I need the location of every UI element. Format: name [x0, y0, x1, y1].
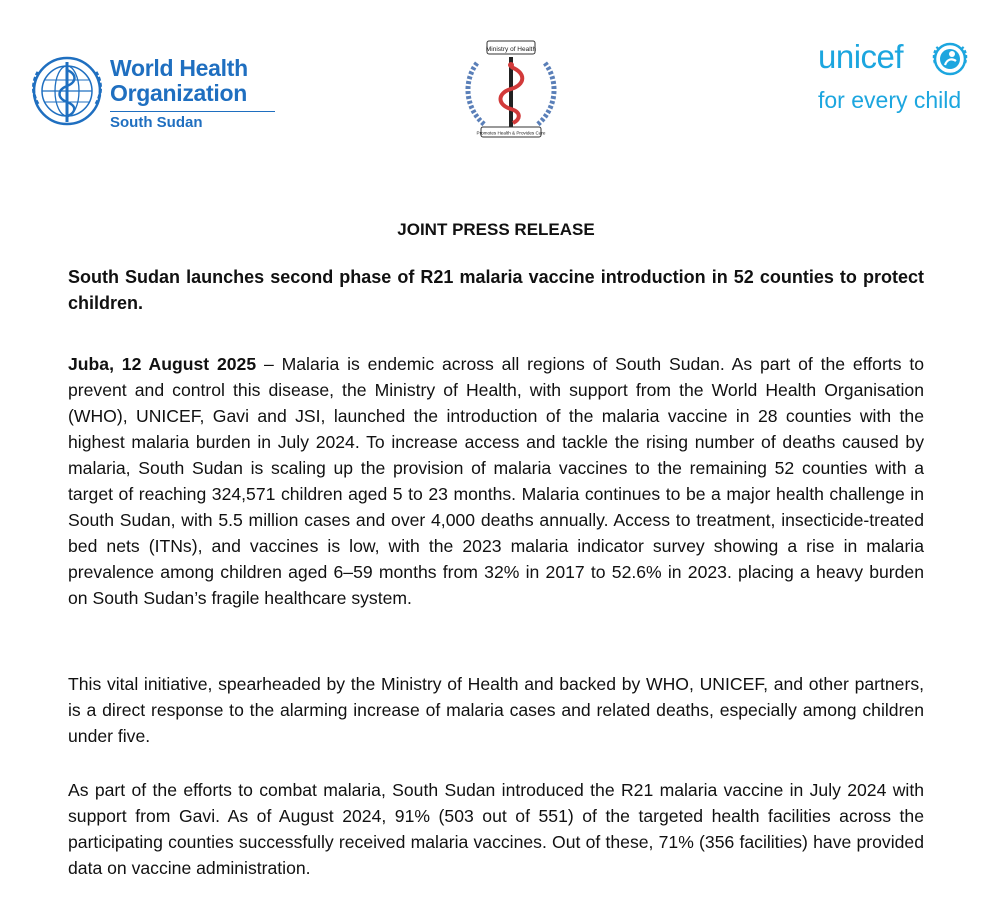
- seal-bottom-text: Promotes Health & Provides Care: [476, 130, 546, 136]
- paragraph-3: As part of the efforts to combat malaria, South Sudan introduced the R21 malaria vaccine in July 2024 with support from Gavi. As of August 2024, 91% (503 out of 551) of the targeted health facilities across the participating counties successfully received malaria vaccines. Out of these, 71% (356 facilities) have provided data on vaccine administration.: [68, 780, 924, 878]
- ministry-of-health-seal-icon: [455, 33, 567, 145]
- paragraph-2: This vital initiative, spearheaded by the Ministry of Health and backed by WHO, UNICEF, and other partners, is a direct response to the alarming increase of malaria cases and related deaths, especially among children under five.: [68, 674, 924, 746]
- who-wordmark: [110, 56, 280, 132]
- paragraph-1: [68, 351, 924, 611]
- dateline: Juba, 12 August 2025: [68, 354, 257, 374]
- who-divider: [110, 111, 275, 112]
- release-label: JOINT PRESS RELEASE: [397, 220, 595, 239]
- who-name: World Health Organization: [110, 55, 248, 106]
- who-logo: [30, 50, 260, 140]
- unicef-globe-icon: [932, 41, 968, 77]
- paragraph-1-body: Malaria is endemic across all regions of South Sudan. As part of the efforts to prevent and control this disease, the Ministry of Health, with support from the World Health Organisation (WHO), UNICEF, Gavi and JSI, launched the introduction of the malaria vaccine in 28 counties with the highest malaria burden in July 2024. To increase access and tackle the rising number of deaths caused by malaria, South Sudan is scaling up the provision of malaria vaccines to the remaining 52 counties with a target of reaching 324,571 children aged 5 to 23 months. Malaria continues to be a major health challenge in South Sudan, with 5.5 million cases and over 4,000 deaths annually. Access to treatment, insecticide-treated bed nets (ITNs), and vaccines is low, with the 2023 malaria indicator survey showing a rise in malaria prevalence among children aged 6–59 months from 32% in 2017 to 52.6% in 2023. placing a heavy burden on South Sudan’s fragile healthcare system.: [68, 354, 925, 608]
- unicef-wordmark: unicef: [818, 38, 904, 75]
- headline: South Sudan launches second phase of R21 malaria vaccine introduction in 52 counties to protect children.: [68, 267, 924, 313]
- who-country: South Sudan: [110, 114, 203, 131]
- seal-top-text: Ministry of Health: [485, 46, 537, 53]
- who-emblem-icon: [30, 54, 104, 128]
- unicef-logo: [818, 38, 978, 128]
- unicef-tagline: for every child: [818, 87, 962, 113]
- dateline-dash: –: [256, 354, 282, 374]
